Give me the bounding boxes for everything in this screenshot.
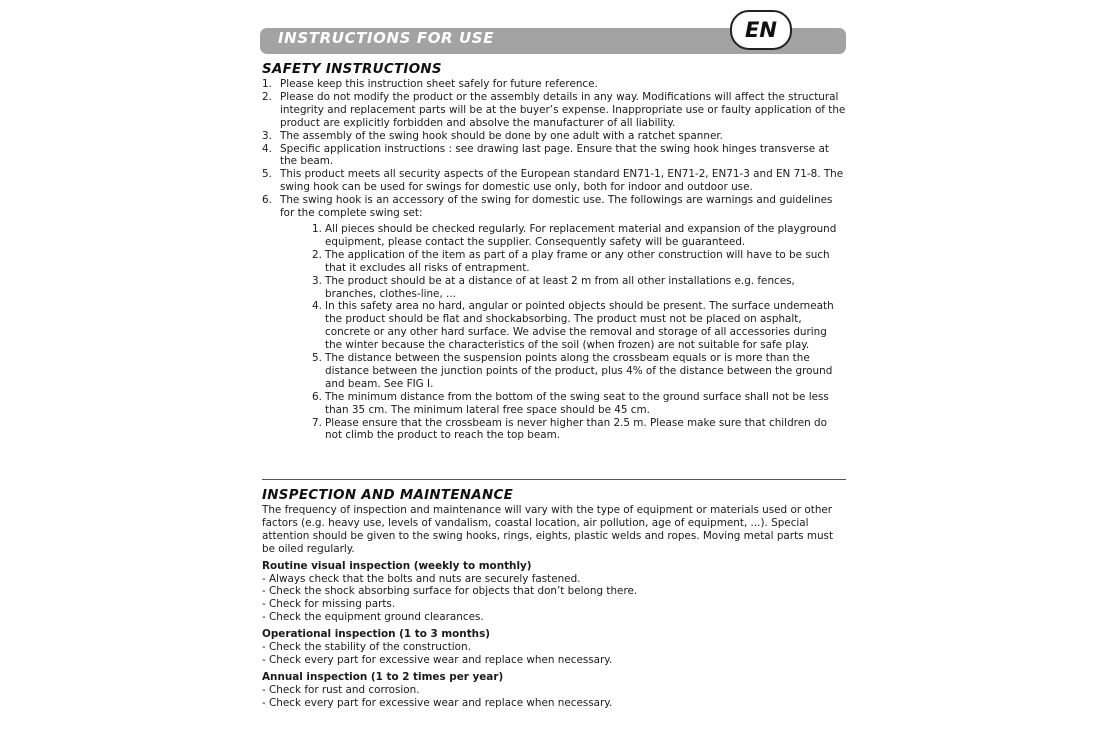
section-divider [262, 479, 846, 480]
language-badge: EN [730, 10, 792, 50]
list-item: - Always check that the bolts and nuts are securely fastened. [262, 572, 581, 585]
operational-inspection-heading: Operational inspection (1 to 3 months) [262, 628, 491, 641]
list-item: - Check every part for excessive wear and replace when necessary. [262, 696, 613, 709]
swing-guidelines-list [280, 223, 846, 442]
sub-list-item: 3. The product should be at a distance of at least 2 m from all other installations e.g. fences, branches, clothes-line, ... [312, 274, 795, 300]
sub-list-item: 4. In this safety area no hard, angular or pointed objects should be present. The surface underneath the product should be flat and shockabsorbing. The product must not be placed on asphalt, concrete or any other hard surface. We advise the removal and storage of all accessories during the winter because the characteristics of the soil (when frozen) are not suitable for safe play. [312, 300, 834, 352]
operational-inspection-list [262, 641, 846, 667]
maintenance-intro: The frequency of inspection and maintenance will vary with the type of equipment or materials used or other factors (e.g. heavy use, levels of vandalism, coastal location, air pollution, age of equipment, ...). Special attention should be given to the swing hooks, rings, eights, plastic welds and ropes. Moving metal parts must be oiled regularly. [262, 504, 834, 555]
sub-list-item: 5. The distance between the suspension points along the crossbeam equals or is more than the distance between the junction points of the product, plus 4% of the distance between the ground and beam. See FIG I. [312, 352, 833, 390]
annual-inspection-heading: Annual inspection (1 to 2 times per year) [262, 670, 504, 683]
routine-inspection-list [262, 573, 846, 625]
header-bar [260, 17, 846, 54]
list-item: 2. Please do not modify the product or the assembly details in any way. Modifications will affect the structural integrity and replacement parts will be at the buyer’s expense. Inappropriate use or faulty application of the product are explicitly forbidden and absolve the manufacturer of all liability. [262, 90, 846, 129]
list-item: - Check for rust and corrosion. [262, 683, 420, 696]
list-item: 6. The swing hook is an accessory of the swing for domestic use. The followings are warnings and guidelines for the complete swing set: 1. All pieces should be checked regularly. For replacement material and expansion of the playground equipment, please contact the supplier. Consequently safety will be guaranteed. 2. The application of the item as part of a play frame or any other construction will have to be such that it excludes all risks of entrapment. 3. The product should be at a distance of at least 2 m from all other installations e.g. fences, branches, clothes-line, ... 4. In this safety area no hard, angular or pointed objects should be present. The surface underneath the product should be flat and shockabsorbing. The product must not be placed on asphalt, concrete or any other hard surface. We advise the removal and storage of all accessories during the winter because the characteristics of the soil (when frozen) are not suitable for safe play. 5. The distance between the suspension points along the crossbeam equals or is more than the distance between the junction points of the product, plus 4% of the distance between the ground and beam. See FIG I. 6. The minimum distance from the bottom of the swing seat to the ground surface shall not be less than 35 cm. The minimum lateral free space should be 45 cm. 7. Please ensure that the crossbeam is never higher than 2.5 m. Please make sure that children do not climb the product to reach the top beam. [262, 194, 846, 442]
sub-list-item: 6. The minimum distance from the bottom of the swing seat to the ground surface shall not be less than 35 cm. The minimum lateral free space should be 45 cm. [312, 390, 829, 416]
list-item: 1. Please keep this instruction sheet safely for future reference. [262, 78, 598, 90]
maintenance-section-title: INSPECTION AND MAINTENANCE [262, 488, 514, 503]
list-item: - Check the shock absorbing surface for objects that don’t belong there. [262, 585, 638, 598]
instructions-page [262, 8, 846, 442]
list-item: - Check the stability of the construction. [262, 641, 471, 654]
safety-list [262, 78, 846, 442]
list-item: 5. This product meets all security aspects of the European standard EN71-1, EN71-2, EN71-3 and EN 71-8. The swing hook can be used for swings for domestic use only, both for indoor and outdoor use. [262, 168, 844, 194]
routine-inspection-heading: Routine visual inspection (weekly to monthly) [262, 559, 532, 572]
page-title: INSTRUCTIONS FOR USE [278, 29, 495, 47]
safety-section-title: SAFETY INSTRUCTIONS [262, 62, 442, 77]
annual-inspection-list [262, 684, 846, 710]
list-item: - Check for missing parts. [262, 598, 396, 611]
sub-list-item: 1. All pieces should be checked regularly. For replacement material and expansion of the playground equipment, please contact the supplier. Consequently safety will be guaranteed. [312, 222, 837, 248]
sub-list-item: 2. The application of the item as part of a play frame or any other construction will have to be such that it excludes all risks of entrapment. [312, 248, 830, 274]
list-item: - Check the equipment ground clearances. [262, 611, 484, 624]
list-item: 3. The assembly of the swing hook should be done by one adult with a ratchet spanner. [262, 129, 723, 142]
maintenance-section [262, 487, 846, 710]
list-item: - Check every part for excessive wear and replace when necessary. [262, 653, 613, 666]
list-item: 4. Specific application instructions : see drawing last page. Ensure that the swing hook hinges transverse at the beam. [262, 142, 829, 168]
sub-list-item: 7. Please ensure that the crossbeam is never higher than 2.5 m. Please make sure that children do not climb the product to reach the top beam. [312, 416, 827, 442]
